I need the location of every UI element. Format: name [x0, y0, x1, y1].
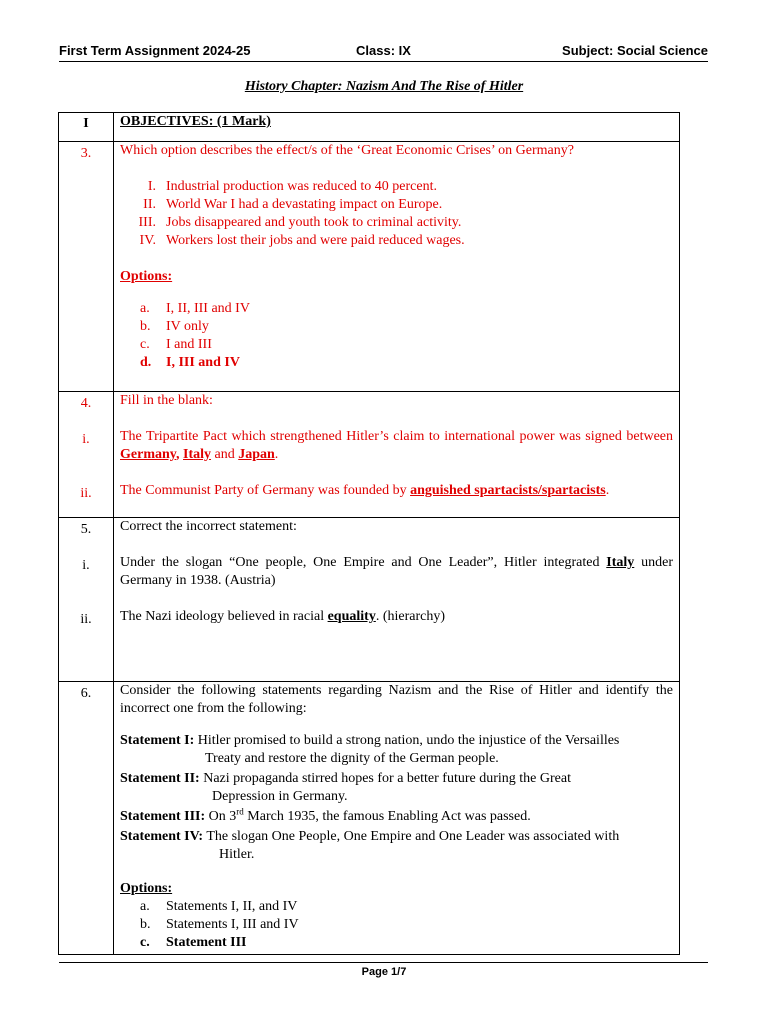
page-number: Page 1/7	[361, 966, 407, 978]
question-text: Which option describes the effect/s of the ‘Great Economic Crises’ on Germany?	[120, 143, 574, 158]
statement-item: I. Industrial production was reduced to 40 percent.	[147, 179, 437, 194]
section-title: OBJECTIVES: (1 Mark)	[114, 113, 680, 142]
fill-blank-i: The Tripartite Pact which strengthened Hitler’s claim to international power was signed between Germany, Italy and Japan.	[120, 429, 673, 462]
question-number: 4.	[80, 396, 92, 411]
sub-number: ii.	[80, 486, 92, 501]
question-row-5	[59, 518, 680, 682]
option-item: a. I, II, III and IV	[140, 301, 250, 316]
sub-number: ii.	[80, 612, 92, 627]
questions-table	[58, 112, 680, 955]
question-row-4	[59, 392, 680, 518]
statement-4-cont: Hitler.	[219, 847, 255, 862]
answer-spartacists: anguished spartacists/spartacists	[410, 483, 606, 498]
fill-blank-ii: The Communist Party of Germany was founded by anguished spartacists/spartacists.	[120, 483, 610, 498]
option-item: a. Statements I, II, and IV	[140, 899, 298, 914]
answer-japan: Japan	[238, 447, 275, 462]
options-label: Options:	[120, 269, 173, 284]
footer-divider	[59, 962, 708, 963]
question-body	[114, 682, 680, 955]
subject-label: Subject: Social Science	[562, 43, 708, 58]
answer-germany: Germany	[120, 447, 176, 462]
section-number: I	[59, 113, 114, 142]
statement-2: Statement II: Nazi propaganda stirred hopes for a better future during the Great	[120, 771, 571, 786]
option-item-correct: d. I, III and IV	[140, 355, 240, 370]
assignment-title: First Term Assignment 2024-25	[59, 43, 251, 58]
option-item-correct: c. Statement III	[140, 935, 247, 950]
section-row	[59, 113, 680, 142]
option-item: b. Statements I, III and IV	[140, 917, 299, 932]
sub-number: i.	[82, 558, 90, 573]
question-prompt: Fill in the blank:	[120, 393, 213, 408]
answer-italy: Italy	[183, 447, 211, 462]
statement-3: Statement III: On 3rd March 1935, the famous Enabling Act was passed.	[120, 806, 531, 824]
statement-item: III. Jobs disappeared and youth took to criminal activity.	[138, 215, 462, 230]
question-number: 3.	[59, 142, 114, 392]
page-header	[59, 43, 708, 61]
question-number-col	[59, 392, 114, 518]
question-number-col	[59, 518, 114, 682]
statement-item: IV. Workers lost their jobs and were paid reduced wages.	[139, 233, 465, 248]
question-prompt: Correct the incorrect statement:	[120, 519, 297, 534]
sub-number: i.	[82, 432, 90, 447]
question-body	[114, 518, 680, 682]
question-text: Consider the following statements regarding Nazism and the Rise of Hitler and identify the incorrect one from the following:	[120, 683, 673, 716]
statement-item: II. World War I had a devastating impact on Europe.	[143, 197, 443, 212]
correct-statement-ii: The Nazi ideology believed in racial equality. (hierarchy)	[120, 609, 446, 624]
option-item: b. IV only	[140, 319, 209, 334]
class-label: Class: IX	[356, 43, 411, 58]
question-body	[114, 142, 680, 392]
question-row-3	[59, 142, 680, 392]
option-item: c. I and III	[140, 337, 212, 352]
header-divider	[59, 61, 708, 62]
question-number: 5.	[80, 522, 92, 537]
statement-1-cont: Treaty and restore the dignity of the German people.	[205, 751, 499, 766]
statement-1: Statement I: Hitler promised to build a strong nation, undo the injustice of the Versailles	[120, 733, 620, 748]
incorrect-word: equality	[327, 609, 376, 624]
statement-2-cont: Depression in Germany.	[212, 789, 348, 804]
incorrect-word: Italy	[606, 555, 635, 570]
options-label: Options:	[120, 881, 173, 896]
statement-4: Statement IV: The slogan One People, One Empire and One Leader was associated with	[120, 829, 620, 844]
question-body	[114, 392, 680, 518]
question-row-6	[59, 682, 680, 955]
correct-statement-i: Under the slogan “One people, One Empire and One Leader”, Hitler integrated Italy under Germany in 1938. (Austria)	[120, 555, 673, 588]
question-number: 6.	[59, 682, 114, 955]
chapter-title: History Chapter: Nazism And The Rise of Hitler	[244, 79, 524, 94]
